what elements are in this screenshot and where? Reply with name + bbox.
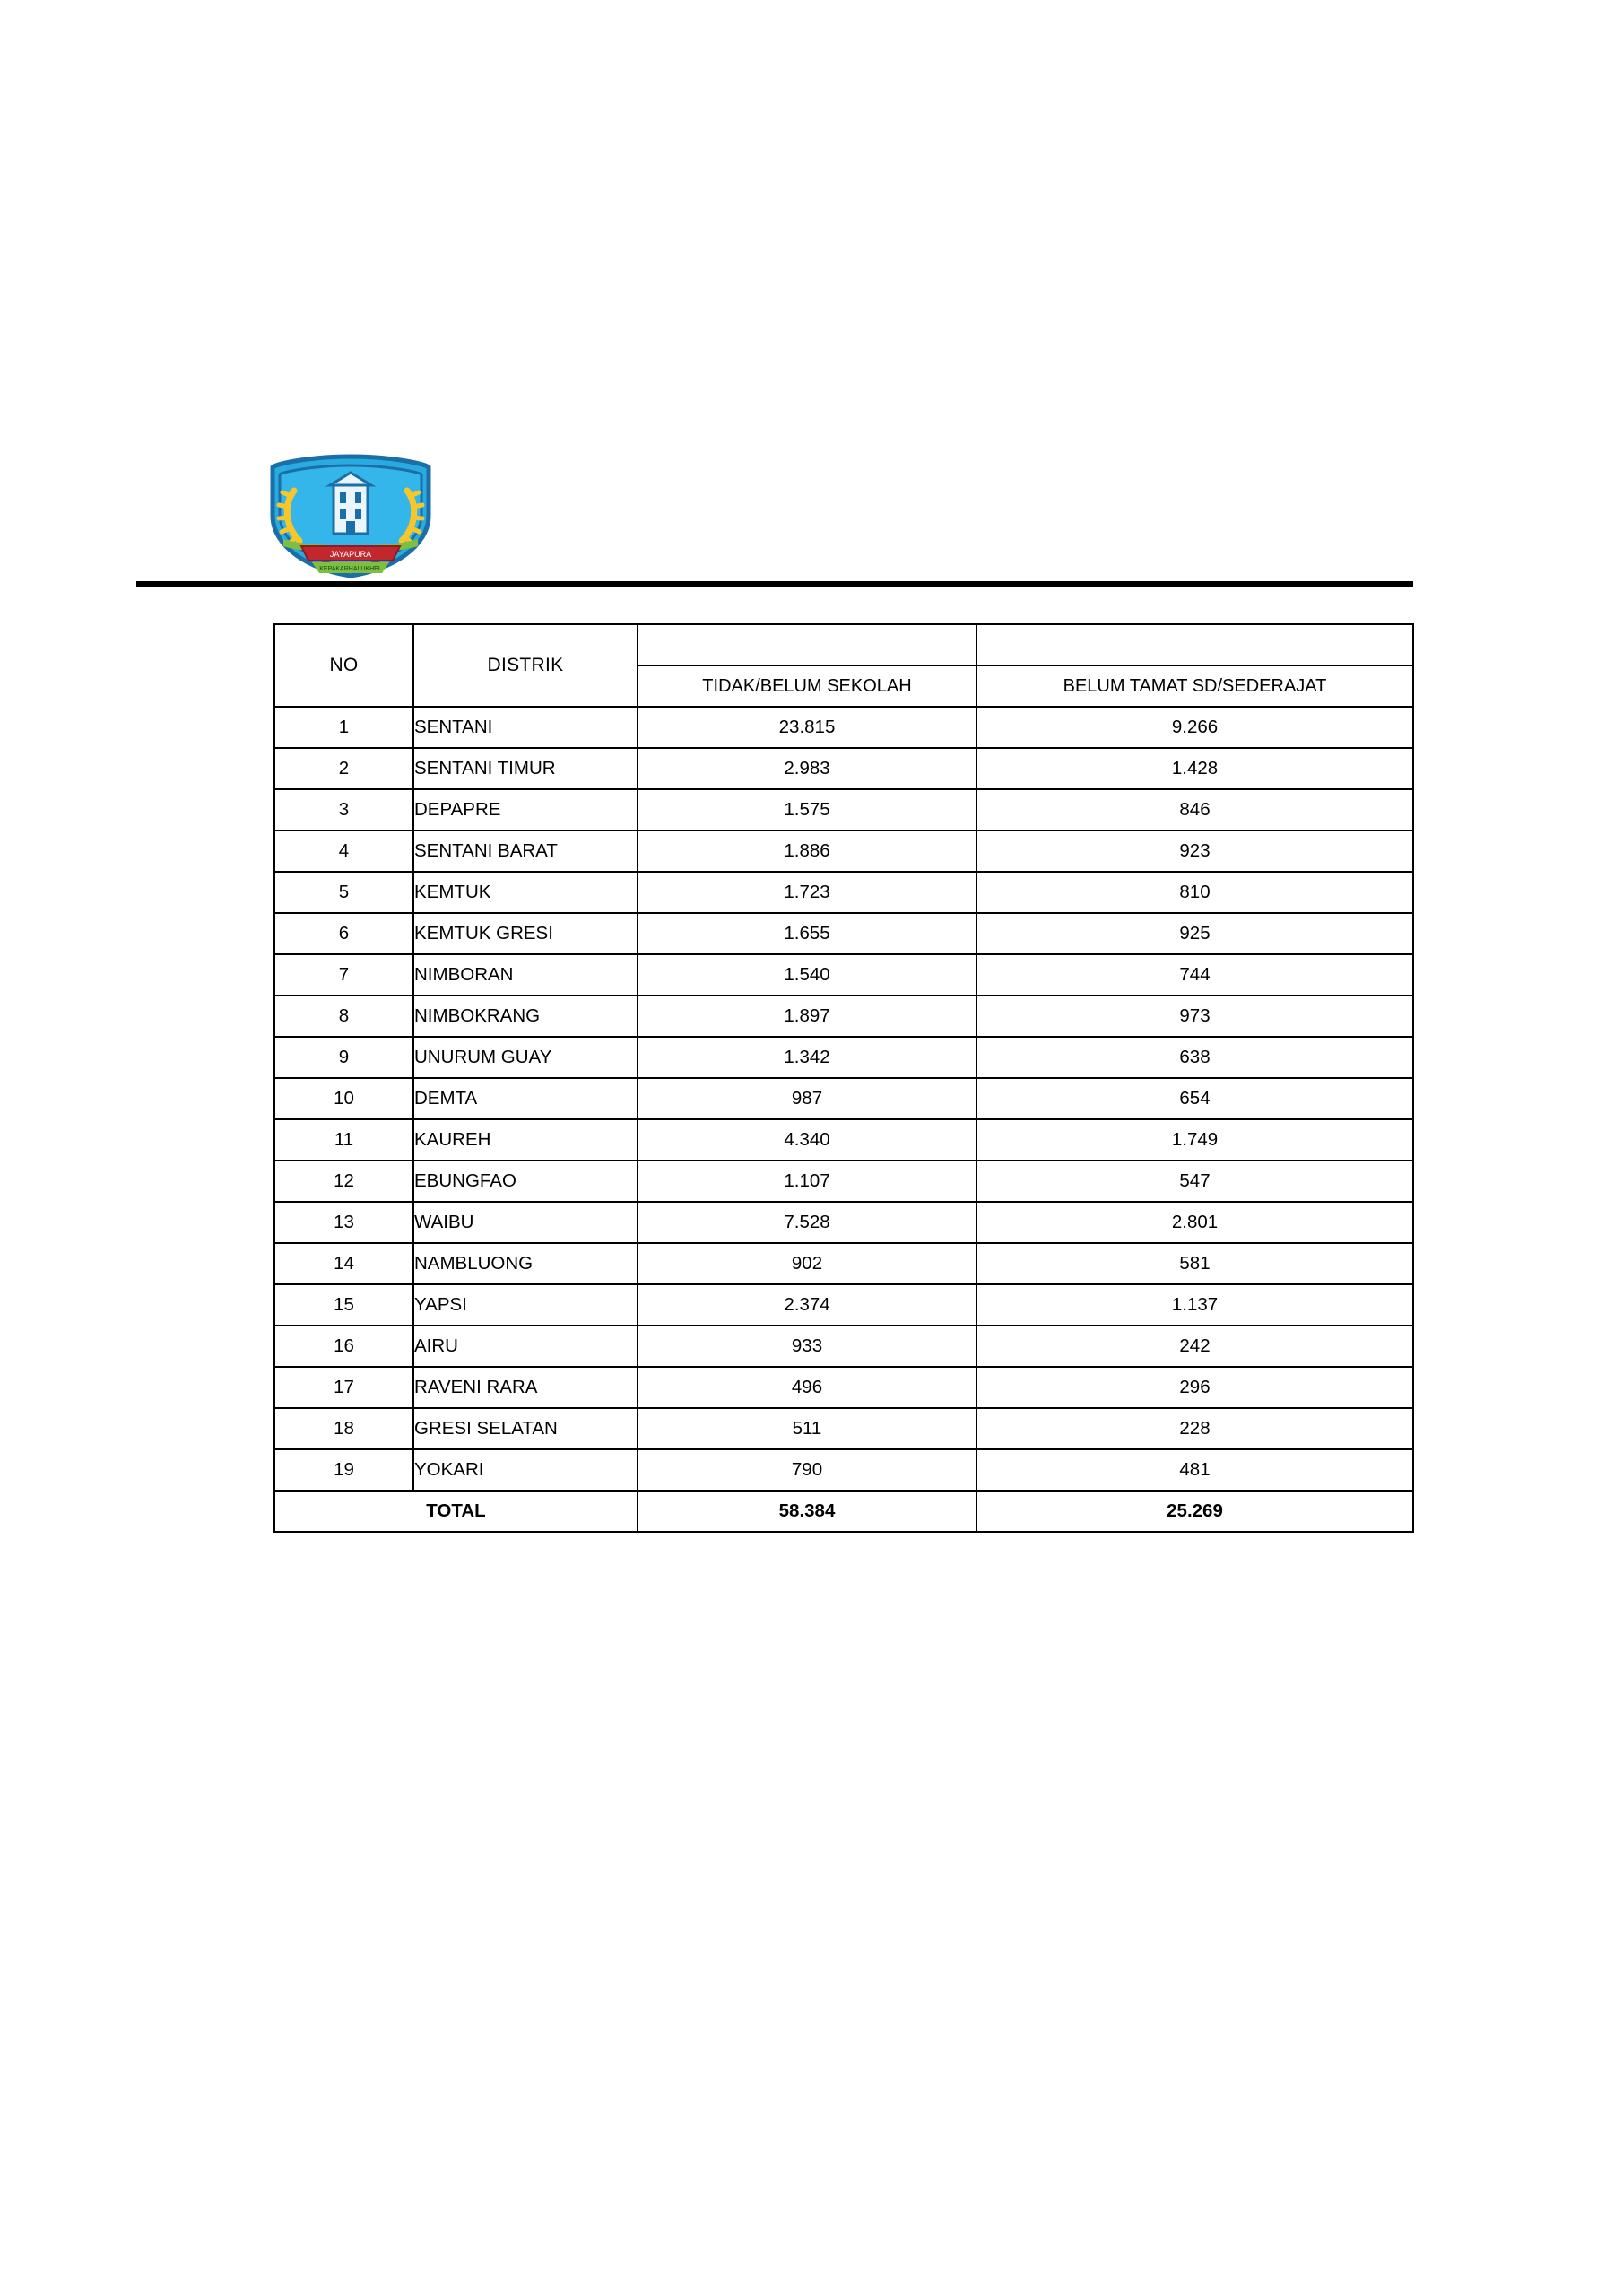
cell-value2: 1.137 [976, 1284, 1413, 1326]
table-row [274, 954, 1413, 996]
cell-distrik: SENTANI BARAT [413, 831, 638, 872]
cell-value2: 481 [976, 1449, 1413, 1491]
cell-value2: 1.428 [976, 748, 1413, 789]
cell-distrik: YAPSI [413, 1284, 638, 1326]
table-row [274, 1449, 1413, 1491]
table-row [274, 1078, 1413, 1119]
cell-value1: 2.983 [638, 748, 976, 789]
cell-value1: 1.107 [638, 1161, 976, 1202]
cell-distrik: WAIBU [413, 1202, 638, 1243]
total-label: TOTAL [274, 1491, 638, 1532]
cell-value2: 296 [976, 1367, 1413, 1408]
cell-distrik: NIMBOKRANG [413, 996, 638, 1037]
cell-distrik: UNURUM GUAY [413, 1037, 638, 1078]
cell-value2: 547 [976, 1161, 1413, 1202]
logo-shield-icon [256, 453, 445, 578]
cell-no: 15 [274, 1284, 413, 1326]
table-row [274, 996, 1413, 1037]
cell-value1: 1.897 [638, 996, 976, 1037]
table-head [274, 624, 1413, 707]
cell-value2: 925 [976, 913, 1413, 954]
cell-no: 5 [274, 872, 413, 913]
cell-value2: 638 [976, 1037, 1413, 1078]
table-row [274, 1326, 1413, 1367]
table-row [274, 789, 1413, 831]
cell-distrik: AIRU [413, 1326, 638, 1367]
cell-value1: 23.815 [638, 707, 976, 748]
cell-value1: 1.723 [638, 872, 976, 913]
data-table-wrapper [273, 623, 1412, 1533]
cell-no: 16 [274, 1326, 413, 1367]
cell-no: 7 [274, 954, 413, 996]
cell-value2: 581 [976, 1243, 1413, 1284]
table-header-row-1 [274, 624, 1413, 665]
cell-distrik: NAMBLUONG [413, 1243, 638, 1284]
header-divider [136, 581, 1413, 587]
cell-value1: 1.886 [638, 831, 976, 872]
cell-value1: 4.340 [638, 1119, 976, 1161]
cell-no: 4 [274, 831, 413, 872]
logo-ribbon-text: JAYAPURA [329, 550, 372, 559]
cell-no: 11 [274, 1119, 413, 1161]
cell-value1: 7.528 [638, 1202, 976, 1243]
table-row [274, 1284, 1413, 1326]
cell-value1: 2.374 [638, 1284, 976, 1326]
cell-no: 3 [274, 789, 413, 831]
cell-value1: 902 [638, 1243, 976, 1284]
table-row [274, 831, 1413, 872]
cell-distrik: KAUREH [413, 1119, 638, 1161]
cell-no: 13 [274, 1202, 413, 1243]
cell-value2: 1.749 [976, 1119, 1413, 1161]
cell-value1: 790 [638, 1449, 976, 1491]
cell-value1: 496 [638, 1367, 976, 1408]
cell-value1: 511 [638, 1408, 976, 1449]
cell-value2: 2.801 [976, 1202, 1413, 1243]
cell-value1: 987 [638, 1078, 976, 1119]
cell-distrik: EBUNGFAO [413, 1161, 638, 1202]
cell-distrik: GRESI SELATAN [413, 1408, 638, 1449]
logo-motto-text: KEPAKARHAI UKHEL [319, 566, 382, 572]
table-row [274, 913, 1413, 954]
cell-distrik: SENTANI [413, 707, 638, 748]
cell-no: 9 [274, 1037, 413, 1078]
table-row [274, 1161, 1413, 1202]
cell-value1: 1.342 [638, 1037, 976, 1078]
table-body [274, 707, 1413, 1532]
column-header-belum-tamat-sd: BELUM TAMAT SD/SEDERAJAT [976, 665, 1413, 707]
cell-value1: 1.540 [638, 954, 976, 996]
cell-value1: 933 [638, 1326, 976, 1367]
cell-no: 10 [274, 1078, 413, 1119]
cell-value2: 9.266 [976, 707, 1413, 748]
table-row [274, 1037, 1413, 1078]
table-row [274, 707, 1413, 748]
column-header-spacer-1 [638, 624, 976, 665]
cell-value2: 744 [976, 954, 1413, 996]
column-header-distrik: DISTRIK [413, 624, 638, 707]
cell-value2: 923 [976, 831, 1413, 872]
cell-distrik: KEMTUK [413, 872, 638, 913]
cell-distrik: DEPAPRE [413, 789, 638, 831]
cell-value2: 810 [976, 872, 1413, 913]
cell-value2: 242 [976, 1326, 1413, 1367]
column-header-tidak-belum-sekolah: TIDAK/BELUM SEKOLAH [638, 665, 976, 707]
kabupaten-jayapura-logo [256, 453, 445, 578]
cell-no: 8 [274, 996, 413, 1037]
cell-distrik: YOKARI [413, 1449, 638, 1491]
cell-distrik: DEMTA [413, 1078, 638, 1119]
cell-value1: 1.655 [638, 913, 976, 954]
cell-no: 6 [274, 913, 413, 954]
table-total-row [274, 1491, 1413, 1532]
cell-value2: 654 [976, 1078, 1413, 1119]
column-header-no: NO [274, 624, 413, 707]
cell-distrik: NIMBORAN [413, 954, 638, 996]
table-row [274, 1202, 1413, 1243]
cell-value2: 228 [976, 1408, 1413, 1449]
table-row [274, 872, 1413, 913]
table-row [274, 1408, 1413, 1449]
cell-distrik: SENTANI TIMUR [413, 748, 638, 789]
column-header-spacer-2 [976, 624, 1413, 665]
cell-value2: 846 [976, 789, 1413, 831]
cell-distrik: RAVENI RARA [413, 1367, 638, 1408]
cell-no: 14 [274, 1243, 413, 1284]
total-value1: 58.384 [638, 1491, 976, 1532]
total-value2: 25.269 [976, 1491, 1413, 1532]
cell-no: 2 [274, 748, 413, 789]
table-row [274, 748, 1413, 789]
table-row [274, 1243, 1413, 1284]
cell-no: 12 [274, 1161, 413, 1202]
education-level-table [273, 623, 1414, 1533]
cell-value1: 1.575 [638, 789, 976, 831]
table-row [274, 1367, 1413, 1408]
table-row [274, 1119, 1413, 1161]
cell-no: 17 [274, 1367, 413, 1408]
cell-value2: 973 [976, 996, 1413, 1037]
cell-no: 1 [274, 707, 413, 748]
cell-no: 18 [274, 1408, 413, 1449]
cell-no: 19 [274, 1449, 413, 1491]
cell-distrik: KEMTUK GRESI [413, 913, 638, 954]
